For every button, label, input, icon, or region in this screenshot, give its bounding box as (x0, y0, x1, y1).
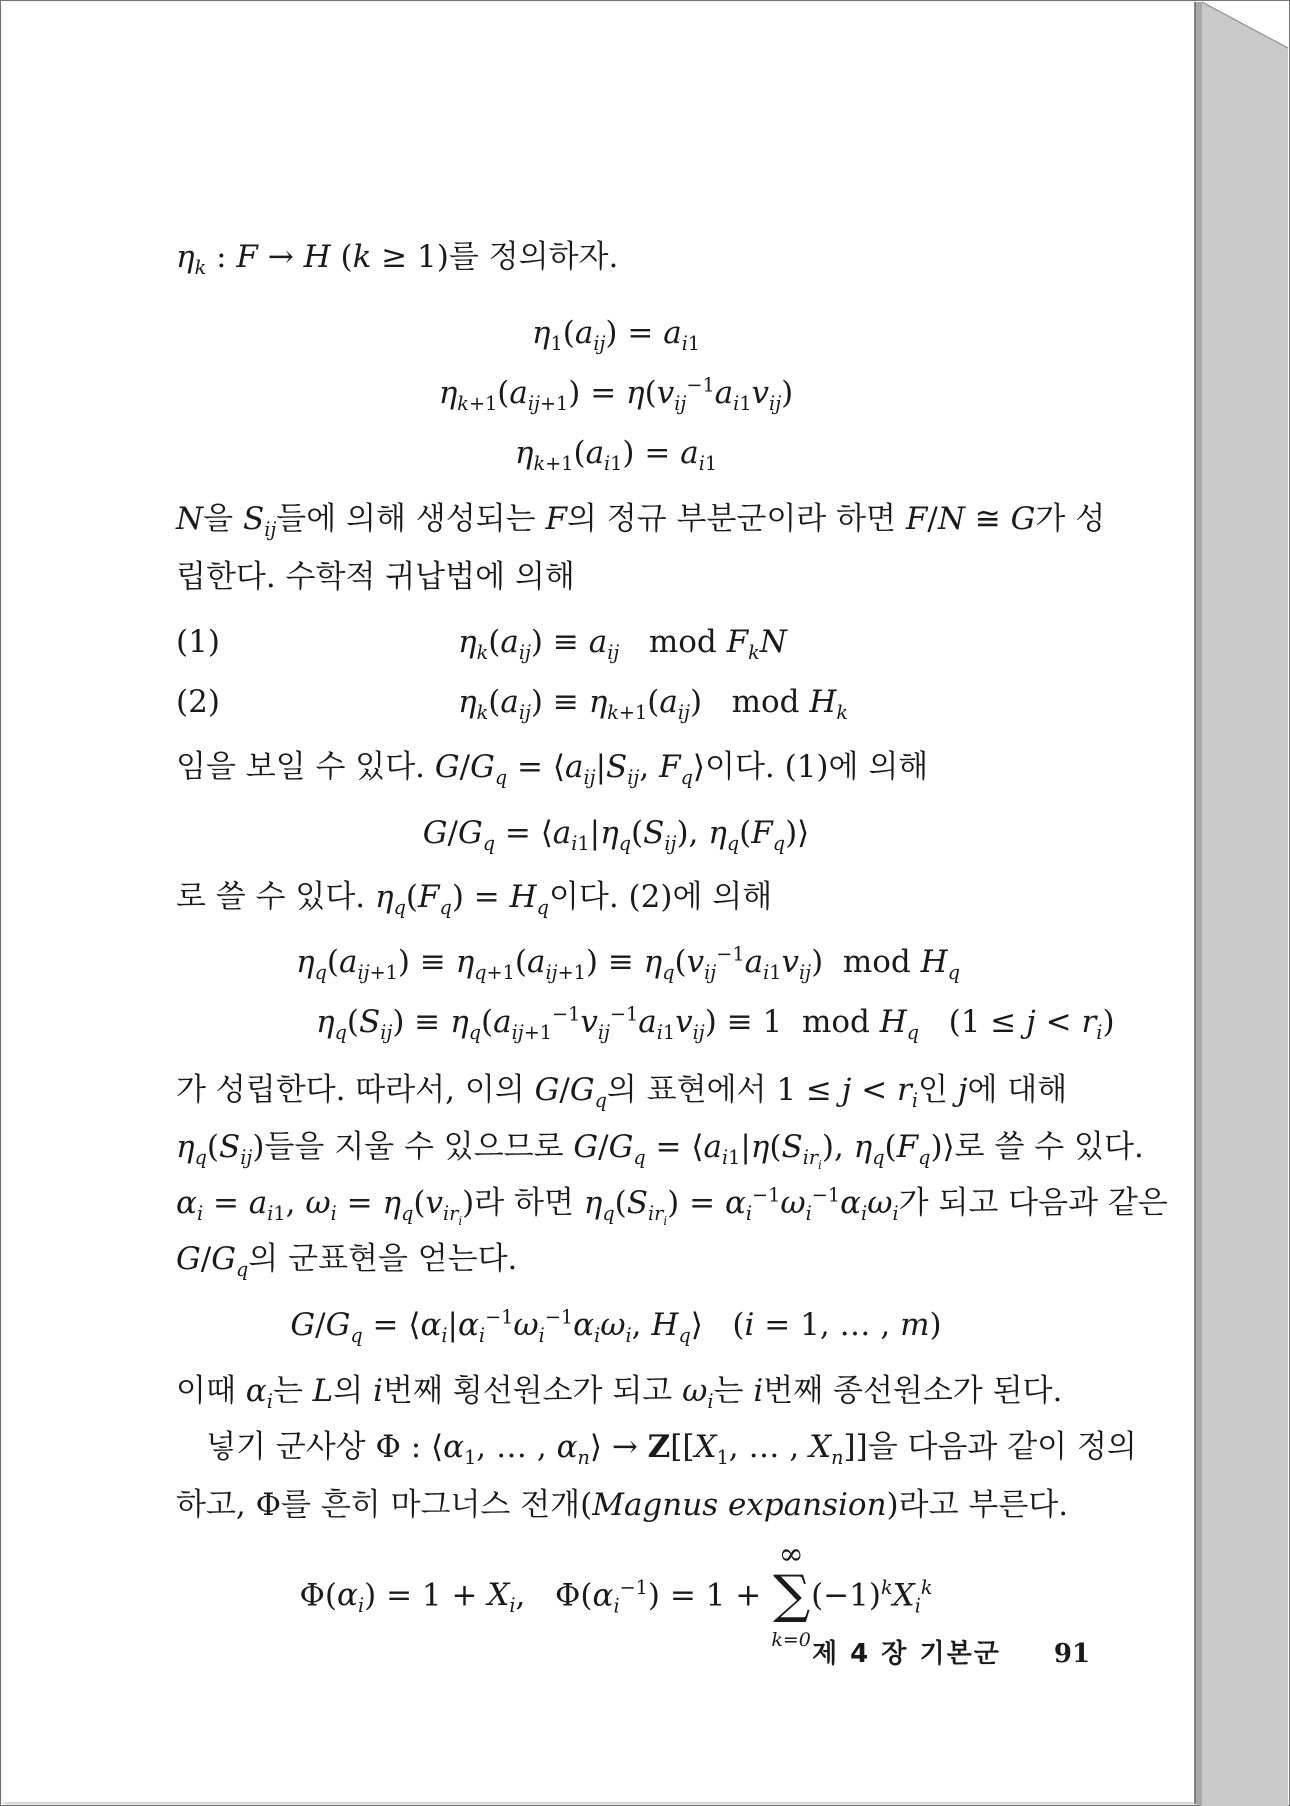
paragraph-presentation: 임을 보일 수 있다. $G/G_q$ = $⟨a_{ij}|S_{ij}$, $F_q⟩$이다. (1)에 의해 (176, 749, 929, 790)
equation-presentation-ai1: $G/G_q$ = $⟨a_{i1}|\eta_q(S_{ij})$, $\eta_q(F_q)⟩$ (422, 815, 810, 856)
equation-1: (1) $\eta_k(a_{ij}) \equiv a_{ij}$ mod $F_kN$ (176, 624, 787, 665)
equation-eta-k1-ij1: $\eta_{k+1}(a_{ij+1}) = \eta(v_{ij}^{-1}a_{i1}v_{ij})$ (438, 373, 794, 416)
paragraph-final-line4: $G/G_q$의 군표현을 얻는다. (176, 1241, 518, 1282)
equation-eta-k1-i1: $\eta_{k+1}(a_{i1}) = a_{i1}$ (514, 435, 718, 476)
summation-symbol: ∞ ∑ k=0 (771, 1537, 811, 1652)
equation-group-presentation: $G/G_q$ = $⟨\alpha_i|\alpha_i^{-1}\omega_i^{-1}\alpha_i\omega_i$, $H_q⟩$ (i = 1, … , m) (290, 1305, 942, 1348)
equation-magnus-expansion: $\Phi(\alpha_i) = 1 + X_i$, $\Phi(\alpha_i^{-1}) = 1$ + ∞ ∑ k=0 $(-1)^kX_i^k$ (299, 1537, 933, 1652)
paragraph-generators: 이때 $\alpha_i$는 L의 i번째 횡선원소가 되고 $\omega_i$는 i번째 종선원소가 된다. (176, 1373, 1063, 1414)
intro-text: 를 정의하자. (448, 239, 619, 275)
paragraph-final-line3: $\alpha_i = a_{i1}$, $\omega_i = \eta_q(v_{ir_i})$라 하면 $\eta_q(S_{ir_i}) = \alpha_i^{-1}\omega_i^{-1}\alpha_i\omega_i$가 되고 다음과 같은 (176, 1183, 1168, 1229)
equation-congruence-2: $\eta_q(S_{ij}) \equiv \eta_q(a_{ij+1}^{-1}v_{ij}^{-1}a_{i1}v_{ij}) \equiv 1$ mod $H_q$ $(1 \le j < r_i)$ (316, 1002, 1115, 1045)
chapter-title: 제 4 장 기본군 (812, 1639, 1001, 1669)
definition-line: $\eta_k$ : F → H (k ≥ 1)를 정의하자. (176, 239, 619, 280)
page-number: 91 (1053, 1639, 1091, 1669)
equation-2: (2) $\eta_k(a_{ij}) \equiv \eta_{k+1}(a_{ij})$ mod $H_k$ (176, 684, 849, 725)
paragraph-final-line1: 가 성립한다. 따라서, 이의 $G/G_q$의 표현에서 $1 \le j < r_i$인 j에 대해 (176, 1072, 1068, 1113)
equation-eta1: $\eta_1(a_{ij}) = a_{i1}$ (531, 315, 701, 356)
paragraph-magnus-line1: 넣기 군사상 Φ : $⟨\alpha_1$, … , $\alpha_n⟩ \to Z[[X_1$, … , $X_n$]]을 다음과 같이 정의 (206, 1429, 1137, 1470)
page-footer (812, 1633, 1090, 1670)
paragraph-magnus-line2: 하고, Φ를 흔히 마그너스 전개(Magnus expansion)라고 부른다. (176, 1487, 1069, 1523)
paragraph-eta-q: 로 쓸 수 있다. $\eta_q(F_q) = H_q$이다. (2)에 의해 (176, 879, 773, 920)
equation-congruence-1: $\eta_q(a_{ij+1}) \equiv \eta_{q+1}(a_{ij+1}) \equiv \eta_q(v_{ij}^{-1}a_{i1}v_{ij})$ mod $H_q$ (296, 942, 960, 985)
paragraph-normal-subgroup-line1: N을 $S_{ij}$들에 의해 생성되는 F의 정규 부분군이라 하면 F/N ≅ G가 성 (176, 501, 1106, 542)
paragraph-final-line2: $\eta_q(S_{ij})$들을 지울 수 있으므로 $G/G_q$ = $⟨a_{i1}|\eta(S_{ir_i})$, $\eta_q(F_q)⟩$로 쓸 수 있다. (176, 1129, 1144, 1173)
paragraph-normal-subgroup-line2: 립한다. 수학적 귀납법에 의해 (176, 559, 575, 595)
